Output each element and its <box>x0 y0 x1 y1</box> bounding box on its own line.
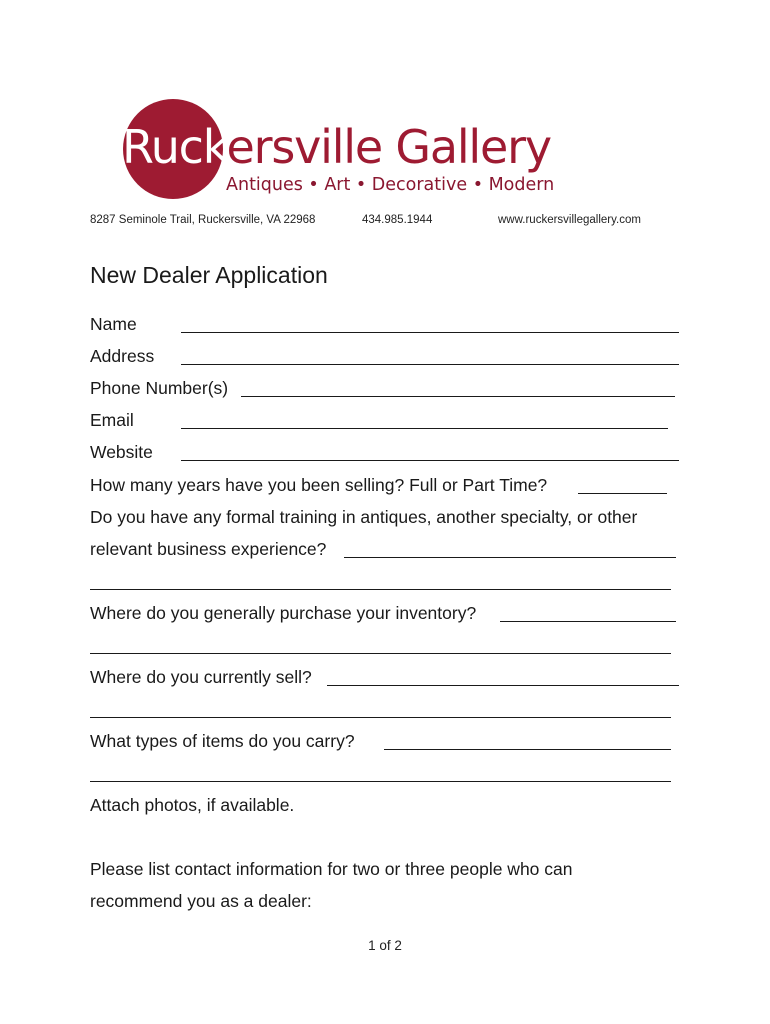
photos-note: Attach photos, if available. <box>90 795 295 815</box>
address-label: Address <box>90 346 155 366</box>
purchase-field-extra[interactable] <box>90 653 671 654</box>
phone-label: Phone Number(s) <box>90 378 229 398</box>
page-number: 1 of 2 <box>368 938 402 953</box>
contact-address: 8287 Seminole Trail, Ruckersville, VA 22968 <box>90 214 316 226</box>
purchase-question: Where do you generally purchase your inventory? <box>90 603 477 623</box>
items-field[interactable] <box>384 749 671 750</box>
references-line1: Please list contact information for two or three people who can <box>90 859 573 879</box>
sell-field[interactable] <box>327 685 679 686</box>
address-field[interactable] <box>181 364 679 365</box>
logo-tagline: Antiques • Art • Decorative • Modern <box>226 175 555 195</box>
training-field-extra[interactable] <box>90 589 671 590</box>
items-question: What types of items do you carry? <box>90 731 355 751</box>
references-line2: recommend you as a dealer: <box>90 891 312 911</box>
website-label: Website <box>90 442 153 462</box>
name-field[interactable] <box>181 332 679 333</box>
name-label: Name <box>90 314 137 334</box>
contact-phone: 434.985.1944 <box>362 214 433 226</box>
sell-question: Where do you currently sell? <box>90 667 312 687</box>
email-label: Email <box>90 410 134 430</box>
items-field-extra[interactable] <box>90 781 671 782</box>
logo-wordmark: Ruckersville Gallery <box>122 120 551 174</box>
gallery-logo <box>118 96 598 206</box>
training-question-line1: Do you have any formal training in antiques, another specialty, or other <box>90 507 638 527</box>
purchase-field[interactable] <box>500 621 676 622</box>
email-field[interactable] <box>181 428 668 429</box>
training-question-line2: relevant business experience? <box>90 539 327 559</box>
years-selling-question: How many years have you been selling? Full or Part Time? <box>90 475 548 495</box>
years-selling-field[interactable] <box>578 493 667 494</box>
training-field[interactable] <box>344 557 676 558</box>
phone-field[interactable] <box>241 396 675 397</box>
sell-field-extra[interactable] <box>90 717 671 718</box>
page-title: New Dealer Application <box>90 262 328 288</box>
contact-website: www.ruckersvillegallery.com <box>498 214 641 226</box>
website-field[interactable] <box>181 460 679 461</box>
